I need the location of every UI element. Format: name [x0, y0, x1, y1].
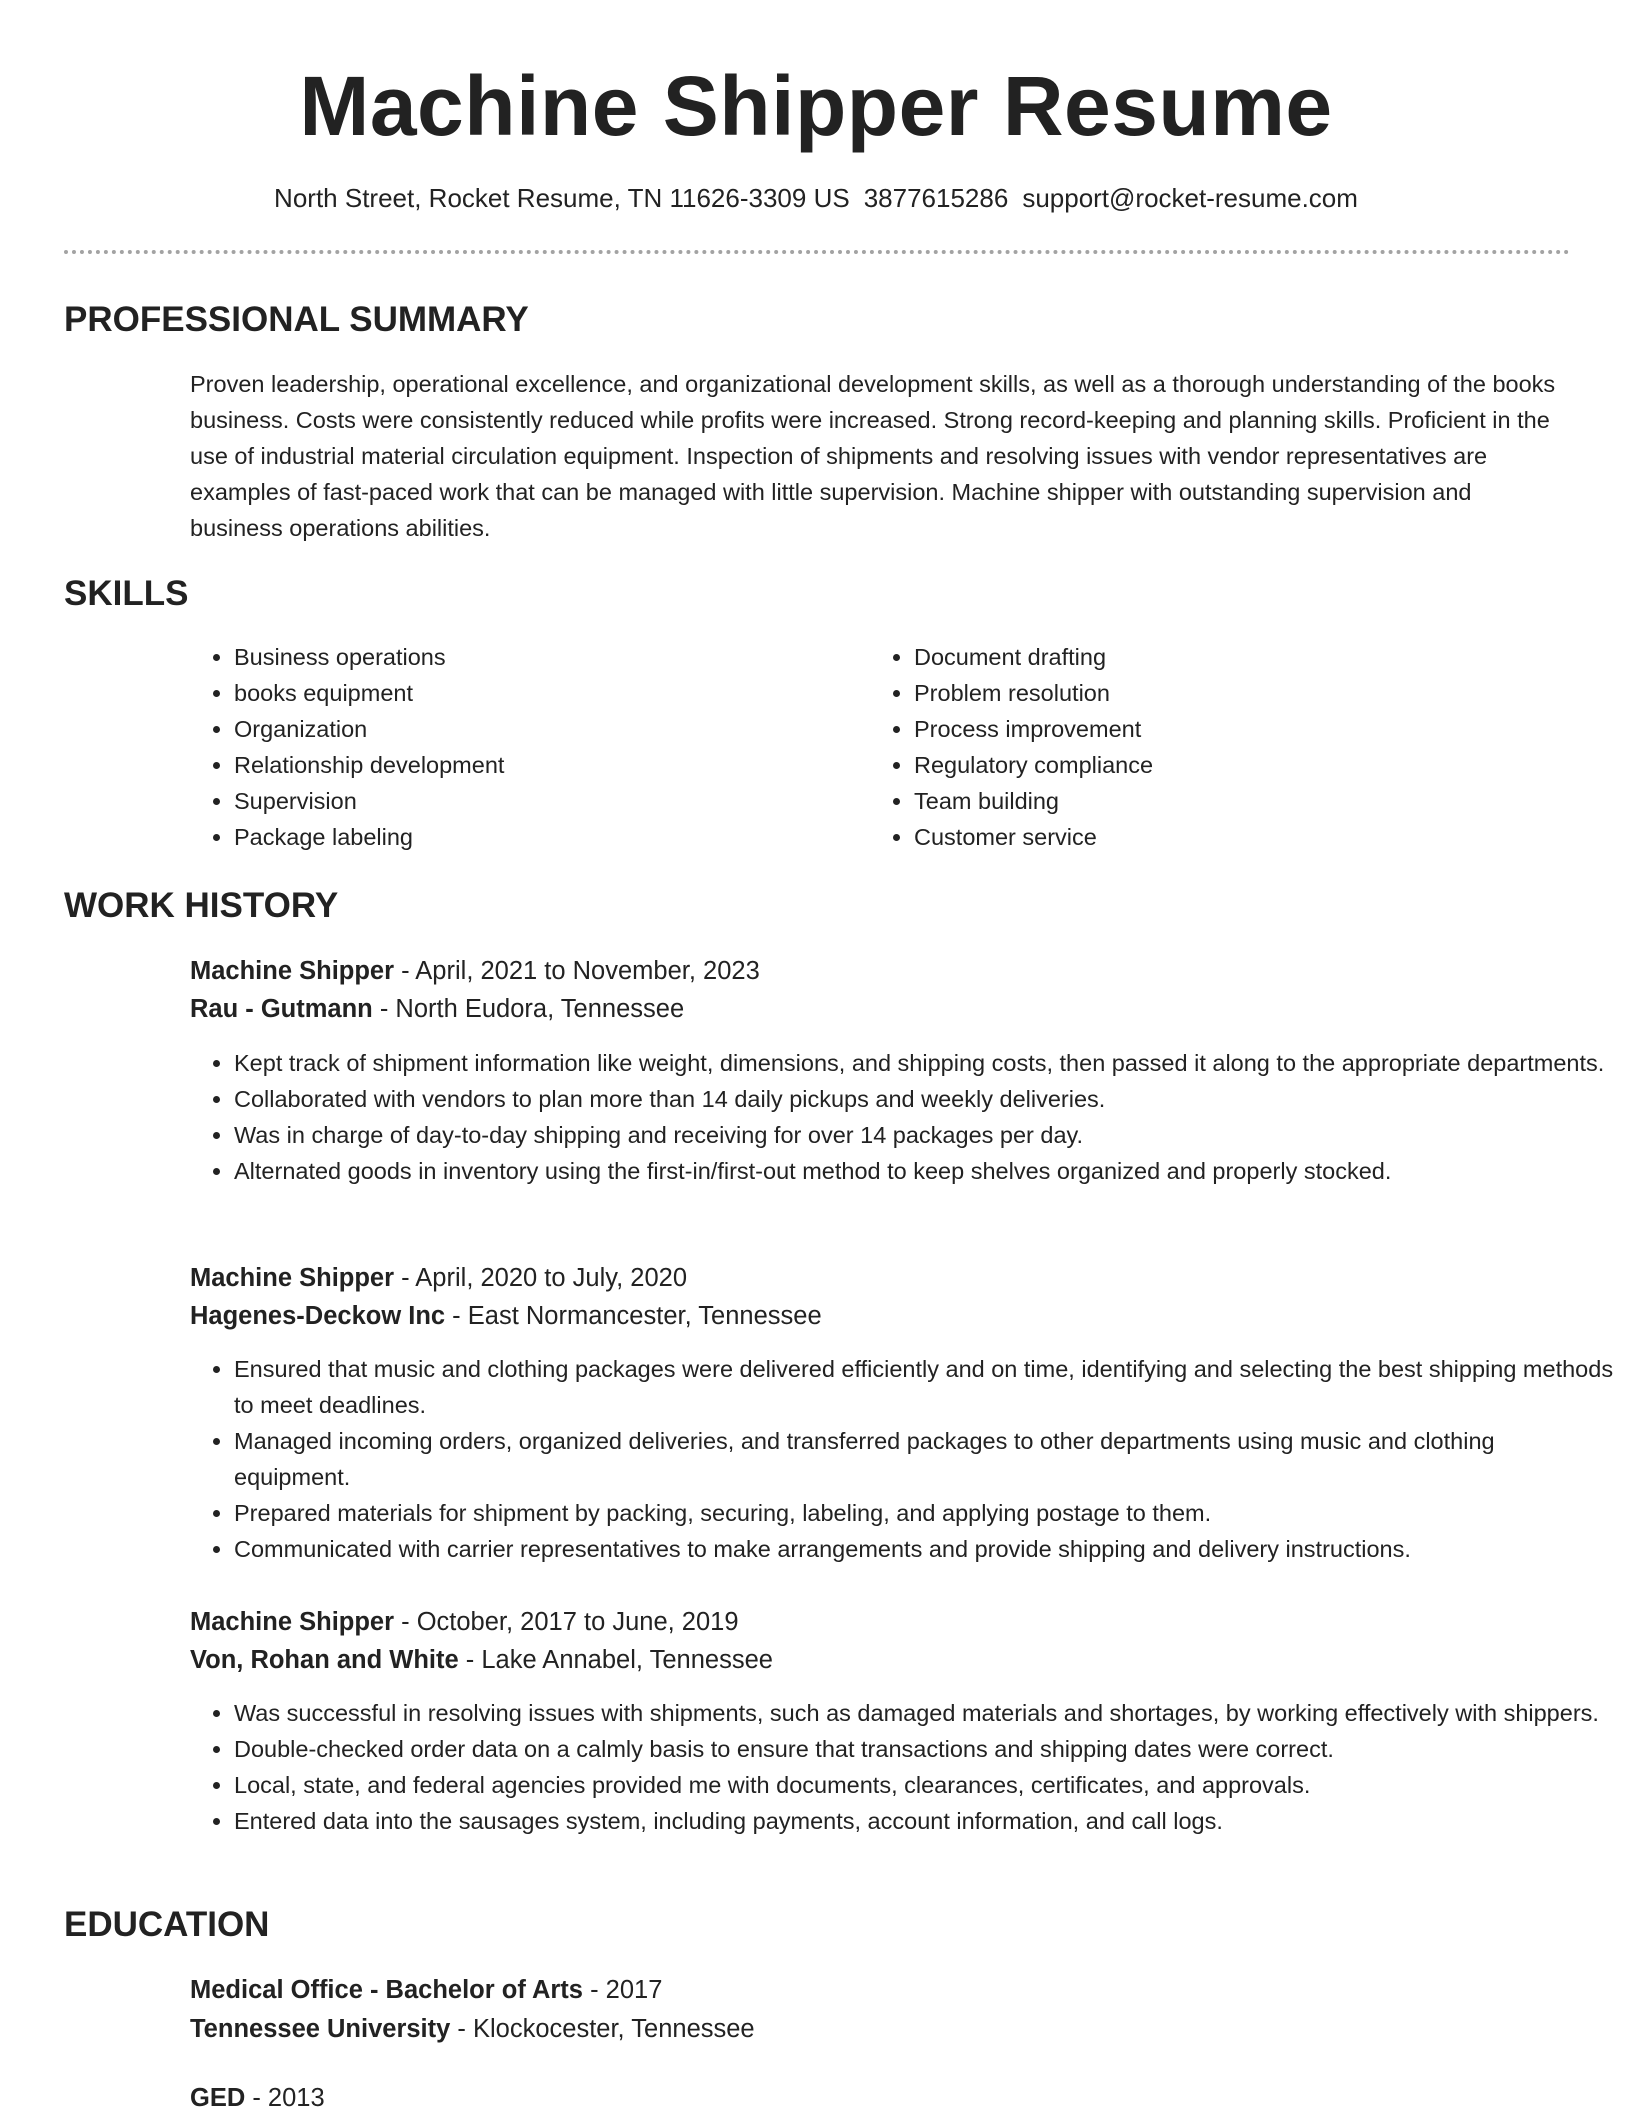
job-title-line	[190, 952, 760, 990]
job-title-line	[190, 1259, 687, 1297]
section-title-skills: SKILLS	[64, 574, 189, 613]
job-role: Machine Shipper	[190, 1264, 395, 1292]
list-item: • Local, state, and federal agencies provided me with documents, clearances, certificates, and approvals.	[234, 1767, 1614, 1803]
education-location: - Klockocester, Tennessee	[450, 2015, 755, 2043]
section-title-summary: PROFESSIONAL SUMMARY	[64, 300, 529, 339]
education-degree: GED	[190, 2084, 246, 2112]
header-divider	[64, 250, 1570, 254]
education-school-line	[190, 2010, 755, 2048]
list-item: • Team building	[914, 783, 1534, 819]
job-company: Rau - Gutmann	[190, 995, 373, 1023]
education-degree-line	[190, 1971, 662, 2009]
education-year: - 2017	[582, 1976, 663, 2004]
job-bullets	[190, 1695, 1614, 1839]
list-item: • Was successful in resolving issues with shipments, such as damaged materials and shortages, by working effectively with shippers.	[234, 1695, 1614, 1731]
education-degree-line	[190, 2079, 325, 2117]
job-bullets	[190, 1045, 1614, 1189]
contact-phone: 3877615286	[863, 183, 1009, 213]
list-item: • Prepared materials for shipment by packing, securing, labeling, and applying postage to them.	[234, 1495, 1614, 1531]
section-title-education: EDUCATION	[64, 1905, 270, 1944]
list-item: • Entered data into the sausages system, including payments, account information, and call logs.	[234, 1803, 1614, 1839]
list-item: • Package labeling	[234, 819, 854, 855]
list-item: • Supervision	[234, 783, 854, 819]
list-item: • Communicated with carrier representatives to make arrangements and provide shipping and delivery instructions.	[234, 1531, 1614, 1567]
job-bullets	[190, 1351, 1614, 1567]
job-role: Machine Shipper	[190, 1608, 395, 1636]
job-company-line	[190, 1641, 773, 1679]
education-year: - 2013	[245, 2084, 325, 2112]
job-company: Von, Rohan and White	[190, 1646, 459, 1674]
list-item: • Collaborated with vendors to plan more than 14 daily pickups and weekly deliveries.	[234, 1081, 1614, 1117]
list-item: • books equipment	[234, 675, 854, 711]
list-item: • Was in charge of day-to-day shipping and receiving for over 14 packages per day.	[234, 1117, 1614, 1153]
job-company-line	[190, 1297, 822, 1335]
skills-list-right	[870, 639, 1534, 855]
list-item: • Problem resolution	[914, 675, 1534, 711]
list-item: • Document drafting	[914, 639, 1534, 675]
contact-line	[0, 180, 1632, 216]
list-item: • Relationship development	[234, 747, 854, 783]
list-item: • Managed incoming orders, organized deliveries, and transferred packages to other departments using music and clothing equipment.	[234, 1423, 1614, 1495]
list-item: • Double-checked order data on a calmly basis to ensure that transactions and shipping dates were correct.	[234, 1731, 1614, 1767]
job-dates: - April, 2020 to July, 2020	[394, 1264, 687, 1292]
job-role: Machine Shipper	[190, 957, 395, 985]
job-location: - North Eudora, Tennessee	[372, 995, 685, 1023]
list-item: • Business operations	[234, 639, 854, 675]
education-degree: Medical Office - Bachelor of Arts	[190, 1976, 583, 2004]
job-dates: - April, 2021 to November, 2023	[394, 957, 760, 985]
contact-address: North Street, Rocket Resume, TN 11626-3309 US	[274, 183, 850, 213]
job-title-line	[190, 1603, 739, 1641]
skills-list-left	[190, 639, 854, 855]
education-school: Tennessee University	[190, 2015, 451, 2043]
list-item: • Ensured that music and clothing packages were delivered efficiently and on time, identifying and selecting the best shipping methods to meet deadlines.	[234, 1351, 1614, 1423]
job-location: - Lake Annabel, Tennessee	[458, 1646, 773, 1674]
job-location: - East Normancester, Tennessee	[445, 1302, 822, 1330]
contact-email[interactable]: support@rocket-resume.com	[1022, 183, 1358, 213]
list-item: • Customer service	[914, 819, 1534, 855]
summary-text: Proven leadership, operational excellence, and organizational development skills, as well as a thorough understanding of the books business. Costs were consistently reduced while profits were increased. Strong record-keeping and planning skills. Proficient in the use of industrial material circulation equipment. Inspection of shipments and resolving issues with vendor representatives are examples of fast-paced work that can be managed with little supervision. Machine shipper with outstanding supervision and business operations abilities.	[190, 371, 1556, 541]
job-company: Hagenes-Deckow Inc	[190, 1302, 446, 1330]
job-dates: - October, 2017 to June, 2019	[394, 1608, 739, 1636]
list-item: • Alternated goods in inventory using the first-in/first-out method to keep shelves organized and properly stocked.	[234, 1153, 1614, 1189]
list-item: • Kept track of shipment information like weight, dimensions, and shipping costs, then passed it along to the appropriate departments.	[234, 1045, 1614, 1081]
section-title-work-history: WORK HISTORY	[64, 886, 339, 925]
list-item: • Process improvement	[914, 711, 1534, 747]
list-item: • Organization	[234, 711, 854, 747]
resume-title: Machine Shipper Resume	[299, 59, 1333, 153]
job-company-line	[190, 990, 684, 1028]
list-item: • Regulatory compliance	[914, 747, 1534, 783]
